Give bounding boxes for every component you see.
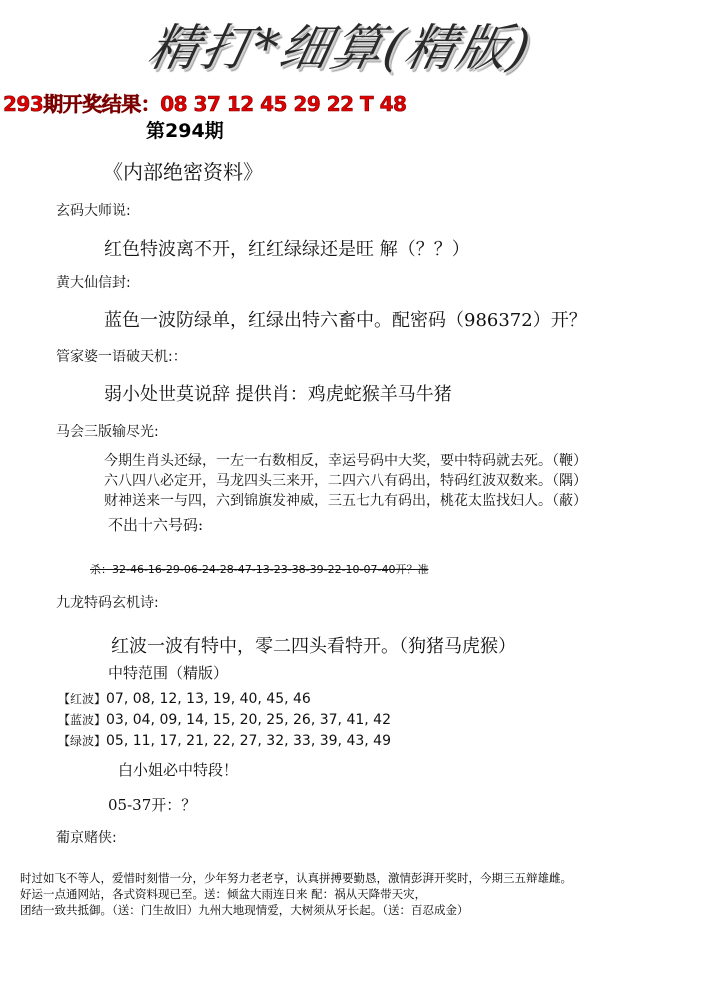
wave-row-green [58,732,391,749]
range-text: 05-37开：？ [108,796,197,814]
wave-tag: 【绿波】 [58,734,107,748]
kill-numbers: 杀：32-46-16-29-06-24-28-47-13-23-38-39-22-10-07-40开？准 [90,563,429,576]
wave-tag: 【红波】 [58,692,107,706]
result-line: 293期开奖结果：08 37 12 45 29 22 T 48 [3,92,407,116]
mahui-poem [104,451,587,511]
logo [142,8,570,98]
wave-numbers: 05, 11, 17, 21, 22, 27, 32, 33, 39, 43, 49 [106,733,391,749]
footer-line: 好运一点通网站，各式资料现已至。送：倾盆大雨连日来 配：祸从天降带天灾， [20,887,427,901]
footer-line: 团结一致共抵御。（送：门生故旧）九州大地现情爱，大树须从牙长起。（送：百忍成金） [20,903,469,917]
mahui-line: 今期生肖头还绿，一左一右数相反，幸运号码中大奖，要中特码就去死。（鞭） [104,453,587,469]
bai-text: 白小姐必中特段！ [118,761,239,779]
no16-label: 不出十六号码: [108,516,204,534]
range-label: 中特范围（精版） [108,664,229,682]
xuanma-label: 玄码大师说: [56,203,131,219]
wave-row-blue [58,711,391,728]
mahui-line: 六八四八必定开，马龙四头三来开，二四六八有码出，特码红波双数来。（隅） [104,473,587,489]
huang-label: 黄大仙信封: [56,275,131,291]
logo-text: 精打*细算(精版) [142,19,538,77]
mahui-line: 财神送来一与四，六到锦旗发神威，三五七九有码出，桃花太监找妇人。（蔽） [104,493,587,509]
guanjia-label: 管家婆一语破天机:： [56,349,187,365]
huang-text: 蓝色一波防绿单，红绿出特六畜中。配密码（986372）开？ [104,310,587,331]
footer-line: 时过如飞不等人，爱惜时刻惜一分，少年努力老老亨，认真拼搏要勤恳，激情彭湃开奖时，今期三五辩雄雌。 [20,871,572,885]
putao-label: 葡京赌侠: [56,830,117,846]
kill-line [90,561,429,577]
mahui-label: 马会三版输尽光: [56,424,159,440]
wave-numbers: 03, 04, 09, 14, 15, 20, 25, 26, 37, 41, 42 [106,712,391,728]
jiulong-text: 红波一波有特中，零二四头看特开。（狗猪马虎猴） [111,636,516,657]
doc-title: 《内部绝密资料》 [103,160,263,184]
issue-number: 第294期 [146,120,224,142]
guanjia-text: 弱小处世莫说辞 提供肖：鸡虎蛇猴羊马牛猪 [104,384,452,405]
jiulong-label: 九龙特码玄机诗: [56,595,159,611]
xuanma-text: 红色特波离不开，红红绿绿还是旺 解（？？） [104,239,470,260]
wave-numbers: 07, 08, 12, 13, 19, 40, 45, 46 [106,691,311,707]
wave-row-red [58,690,311,707]
wave-tag: 【蓝波】 [58,713,107,727]
